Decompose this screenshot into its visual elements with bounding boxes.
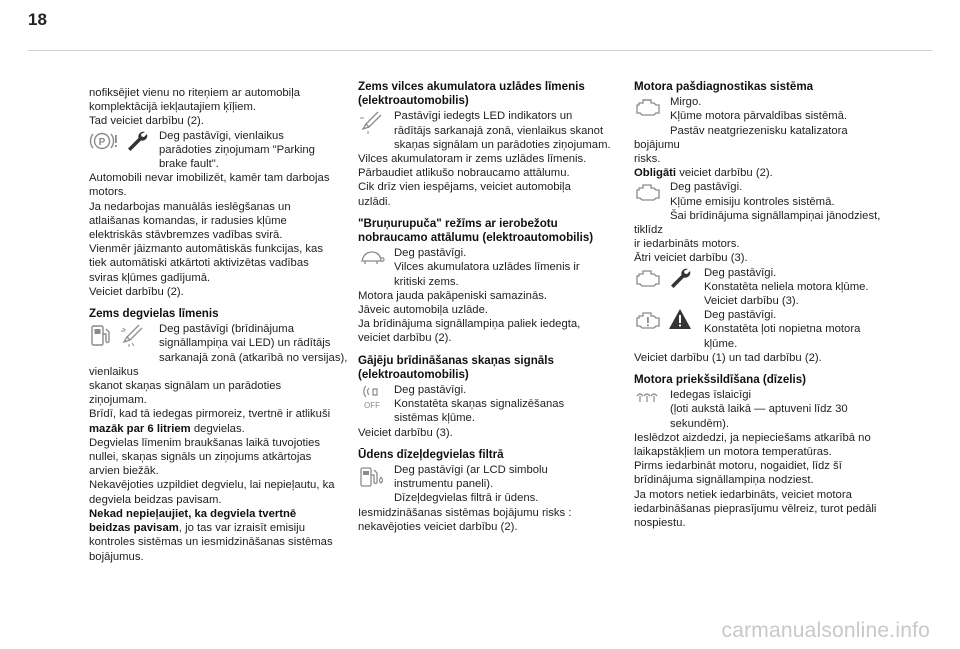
text-line: rādītājs sarkanajā zonā, vienlaikus skanot [394,124,604,137]
text-line: Deg pastāvīgi. [704,266,777,279]
text-line: Deg pastāvīgi. [394,247,467,260]
header-divider [28,50,932,51]
engine-icon [634,95,662,119]
text-line: atlaišanas komandas, ir radusies kļūme [89,214,287,227]
text-line: Konstatēta neliela motora kļūme. [704,280,869,293]
text-line: nekavējoties veiciet darbību (2). [358,520,518,533]
text-line: Cik drīz vien iespējams, veiciet automobiļa [358,181,571,194]
engine-serious-fault-entry [634,308,896,336]
engine-icon [634,266,662,290]
text-line: Veiciet darbību (3). [358,426,453,439]
text-line: veiciet darbību (2). [358,332,452,345]
turtle-icon [358,246,386,270]
section-title-preheating: Motora priekšsildīšana (dīzelis) [634,373,807,387]
text-line: Vilces akumulatora uzlādes līmenis ir [394,261,580,274]
text-line: Konstatēta skaņas signalizēšanas [394,398,565,411]
bold-text: mazāk par 6 litriem [89,422,191,435]
text-line: Mirgo. [670,96,702,109]
text-line: Nekavējoties uzpildiet degvielu, lai nepieļautu, ka [89,479,335,492]
parking-brake-entry [89,129,349,157]
pedestrian-sound-off-icon [358,383,386,411]
text-line: nofiksējiet vienu no riteņiem ar automobiļa [89,87,300,99]
text-line: Iesmidzināšanas sistēmas bojājumu risks : [358,506,572,519]
text-line: Degvielas līmenim braukšanas laikā tuvojoties [89,436,321,449]
text-line: kritiski zems. [394,275,459,288]
text-line: Deg pastāvīgi, vienlaikus [159,129,284,142]
section-title-low-battery: Zems vilces akumulatora uzlādes līmenis (elektroautomobilis) [358,80,585,108]
section-title-turtle-mode: "Bruņurupuča" režīms ar ierobežotu nobraucamo attālumu (elektroautomobilis) [358,216,594,245]
text-line: Deg pastāvīgi (ar LCD simbolu [394,464,548,477]
text-line: tiek automātiski atkārtoti aktivizētas vadības [89,257,309,270]
text-line: risks. [634,153,661,166]
text-line: Deg pastāvīgi. [394,384,467,397]
turtle-mode-entry [358,246,618,274]
section-title-low-fuel: Zems degvielas līmenis [89,307,219,321]
text-line: Kļūme motora pārvaldības sistēmā. [670,110,848,123]
text-line: Šai brīdinājuma signāllampiņai jānodziest, tiklīdz [634,209,881,237]
text-line: Automobili nevar imobilizēt, kamēr tam darbojas [89,172,330,185]
text-span: , jo tas var izraisīt emisiju [178,522,305,535]
text-line: iedarbināšanas pieprasījumu vēlreiz, turot pedāli [634,502,877,515]
text-line: signāllampiņa vai LED) un rādītājs [159,337,331,350]
text-line: elektriskās stāvbremzes vadības svirā. [89,229,283,242]
text-line: parādoties ziņojumam "Parking [159,143,315,156]
parking-brake-fault-icon [89,129,119,153]
low-battery-entry [358,109,618,137]
section-title-engine-self-diagnosis: Motora pašdiagnostikas sistēma [634,80,814,93]
text-line: uzlādi. [358,195,391,208]
text-line: bojājumus. [89,550,144,563]
page-number: 18 [28,10,47,29]
text-line: brake fault". [159,158,219,171]
text-line: Ja motors netiek iedarbināts, veiciet motora [634,488,852,501]
pedestrian-sound-entry [358,383,618,411]
text-line: Vilces akumulatoram ir zems uzlādes līmenis. [358,153,587,166]
text-line: Pārbaudiet atlikušo nobraucamo attālumu. [358,167,570,180]
column-3 [634,80,896,530]
text-line: komplektācijā iekļautajiem ķīļiem. [89,101,257,114]
text-line: sekundēm). [670,417,730,430]
text-line: Ātri veiciet darbību (3). [634,252,748,265]
text-line: degviela beidzas pavisam. [89,493,222,506]
water-in-diesel-entry [358,463,618,491]
text-span: degvielas. [190,422,245,435]
column-2 [358,80,618,534]
text-line: arvien biežāk. [89,465,159,478]
text-line: Deg pastāvīgi. [704,309,777,322]
text-line [89,422,349,436]
text-line: sarkanajā zonā (atkarībā no versijas), vienlaikus [89,351,348,378]
plug-led-icon [358,109,386,137]
text-line: Pirms iedarbināt motoru, nogaidiet, līdz šī [634,460,842,473]
text-line: skaņas signālam un parādoties ziņojumam. [394,138,611,151]
preheating-entry [634,388,896,416]
text-line: Ja brīdinājuma signāllampiņa paliek iedegta, [358,318,581,331]
text-line: (ļoti aukstā laikā — aptuveni līdz 30 [670,403,848,416]
text-line: Deg pastāvīgi (brīdinājuma [159,323,295,336]
wrench-icon [125,129,149,153]
watermark: carmanualsonline.info [721,619,930,642]
text-line: Konstatēta ļoti nopietna motora [704,323,861,336]
text-line: Pastāvīgi iedegts LED indikators un [394,110,573,123]
text-line: instrumentu paneli). [394,478,494,491]
text-line [89,521,349,535]
text-line: Tad veiciet darbību (2). [89,115,204,128]
engine-icon [634,180,662,204]
bold-text: beidzas pavisam [89,522,179,535]
engine-minor-fault-entry [634,266,896,294]
glow-plug-icon [634,388,662,410]
engine-diag-steady-entry [634,180,896,208]
column-1 [89,86,349,564]
text-line: Iedegas īslaicīgi [670,389,752,402]
text-line: Pastāv neatgriezenisku katalizatora bojājumu [634,124,848,151]
text-line [89,507,349,521]
text-line: sviras kļūmes gadījumā. [89,271,211,284]
bold-text: Nekad nepieļaujiet, ka degviela tvertnē [89,507,297,520]
text-line: Motora jauda pakāpeniski samazinās. [358,289,548,302]
text-line: skanot skaņas signālam un parādoties [89,380,282,393]
text-line [634,166,896,180]
text-line: Veiciet darbību (3). [704,295,799,308]
text-line: ir iedarbināts motors. [634,238,740,251]
text-line: Veiciet darbību (1) un tad darbību (2). [634,351,822,364]
text-line: Jāveic automobiļa uzlāde. [358,304,488,317]
text-line: kontroles sistēmas un iesmidzināšanas sistēmas [89,536,333,549]
text-line: Deg pastāvīgi. [670,181,743,194]
warning-triangle-icon [668,308,692,330]
svg-text:P: P [98,136,106,148]
text-span: veiciet darbību (2). [676,167,773,180]
text-line: motors. [89,186,127,199]
bold-text: Obligāti [634,167,677,180]
text-line: Kļūme emisiju kontroles sistēmā. [670,195,835,208]
text-line: Dīzeļdegvielas filtrā ir ūdens. [394,492,539,505]
text-line: ziņojumam. [89,394,147,407]
text-line: laikapstākļiem un motora temperatūras. [634,446,832,459]
text-line: sistēmas kļūme. [394,412,475,425]
wrench-icon [668,266,692,290]
text-line: brīdinājuma signāllampiņa nodziest. [634,474,814,487]
low-fuel-entry [89,322,349,350]
led-indicator-icon [119,322,145,348]
fuel-pump-icon [89,322,113,348]
svg-text:OFF: OFF [364,401,380,411]
text-line: nospiestu. [634,517,686,530]
engine-alert-icon [634,308,662,332]
text-line: Brīdī, kad tā iedegas pirmoreiz, tvertnē ir atlikuši [89,408,331,421]
text-line: kļūme. [704,337,738,350]
text-line: Vienmēr jāizmanto automātiskās funkcijas, kas [89,243,323,256]
section-title-water-in-diesel: Ūdens dīzeļdegvielas filtrā [358,447,504,461]
engine-diag-flashing-entry [634,95,896,123]
text-line: nullei, skaņas signāls un ziņojums atkārtojas [89,451,312,464]
text-line: Ja nedarbojas manuālās ieslēgšanas un [89,200,291,213]
section-title-pedestrian-sound: Gājēju brīdināšanas skaņas signāls (elektroautomobilis) [358,353,554,381]
text-line: Veiciet darbību (2). [89,285,184,298]
text-line: Ieslēdzot aizdedzi, ja nepieciešams atkarībā no [634,431,871,444]
water-in-fuel-icon [358,463,386,491]
